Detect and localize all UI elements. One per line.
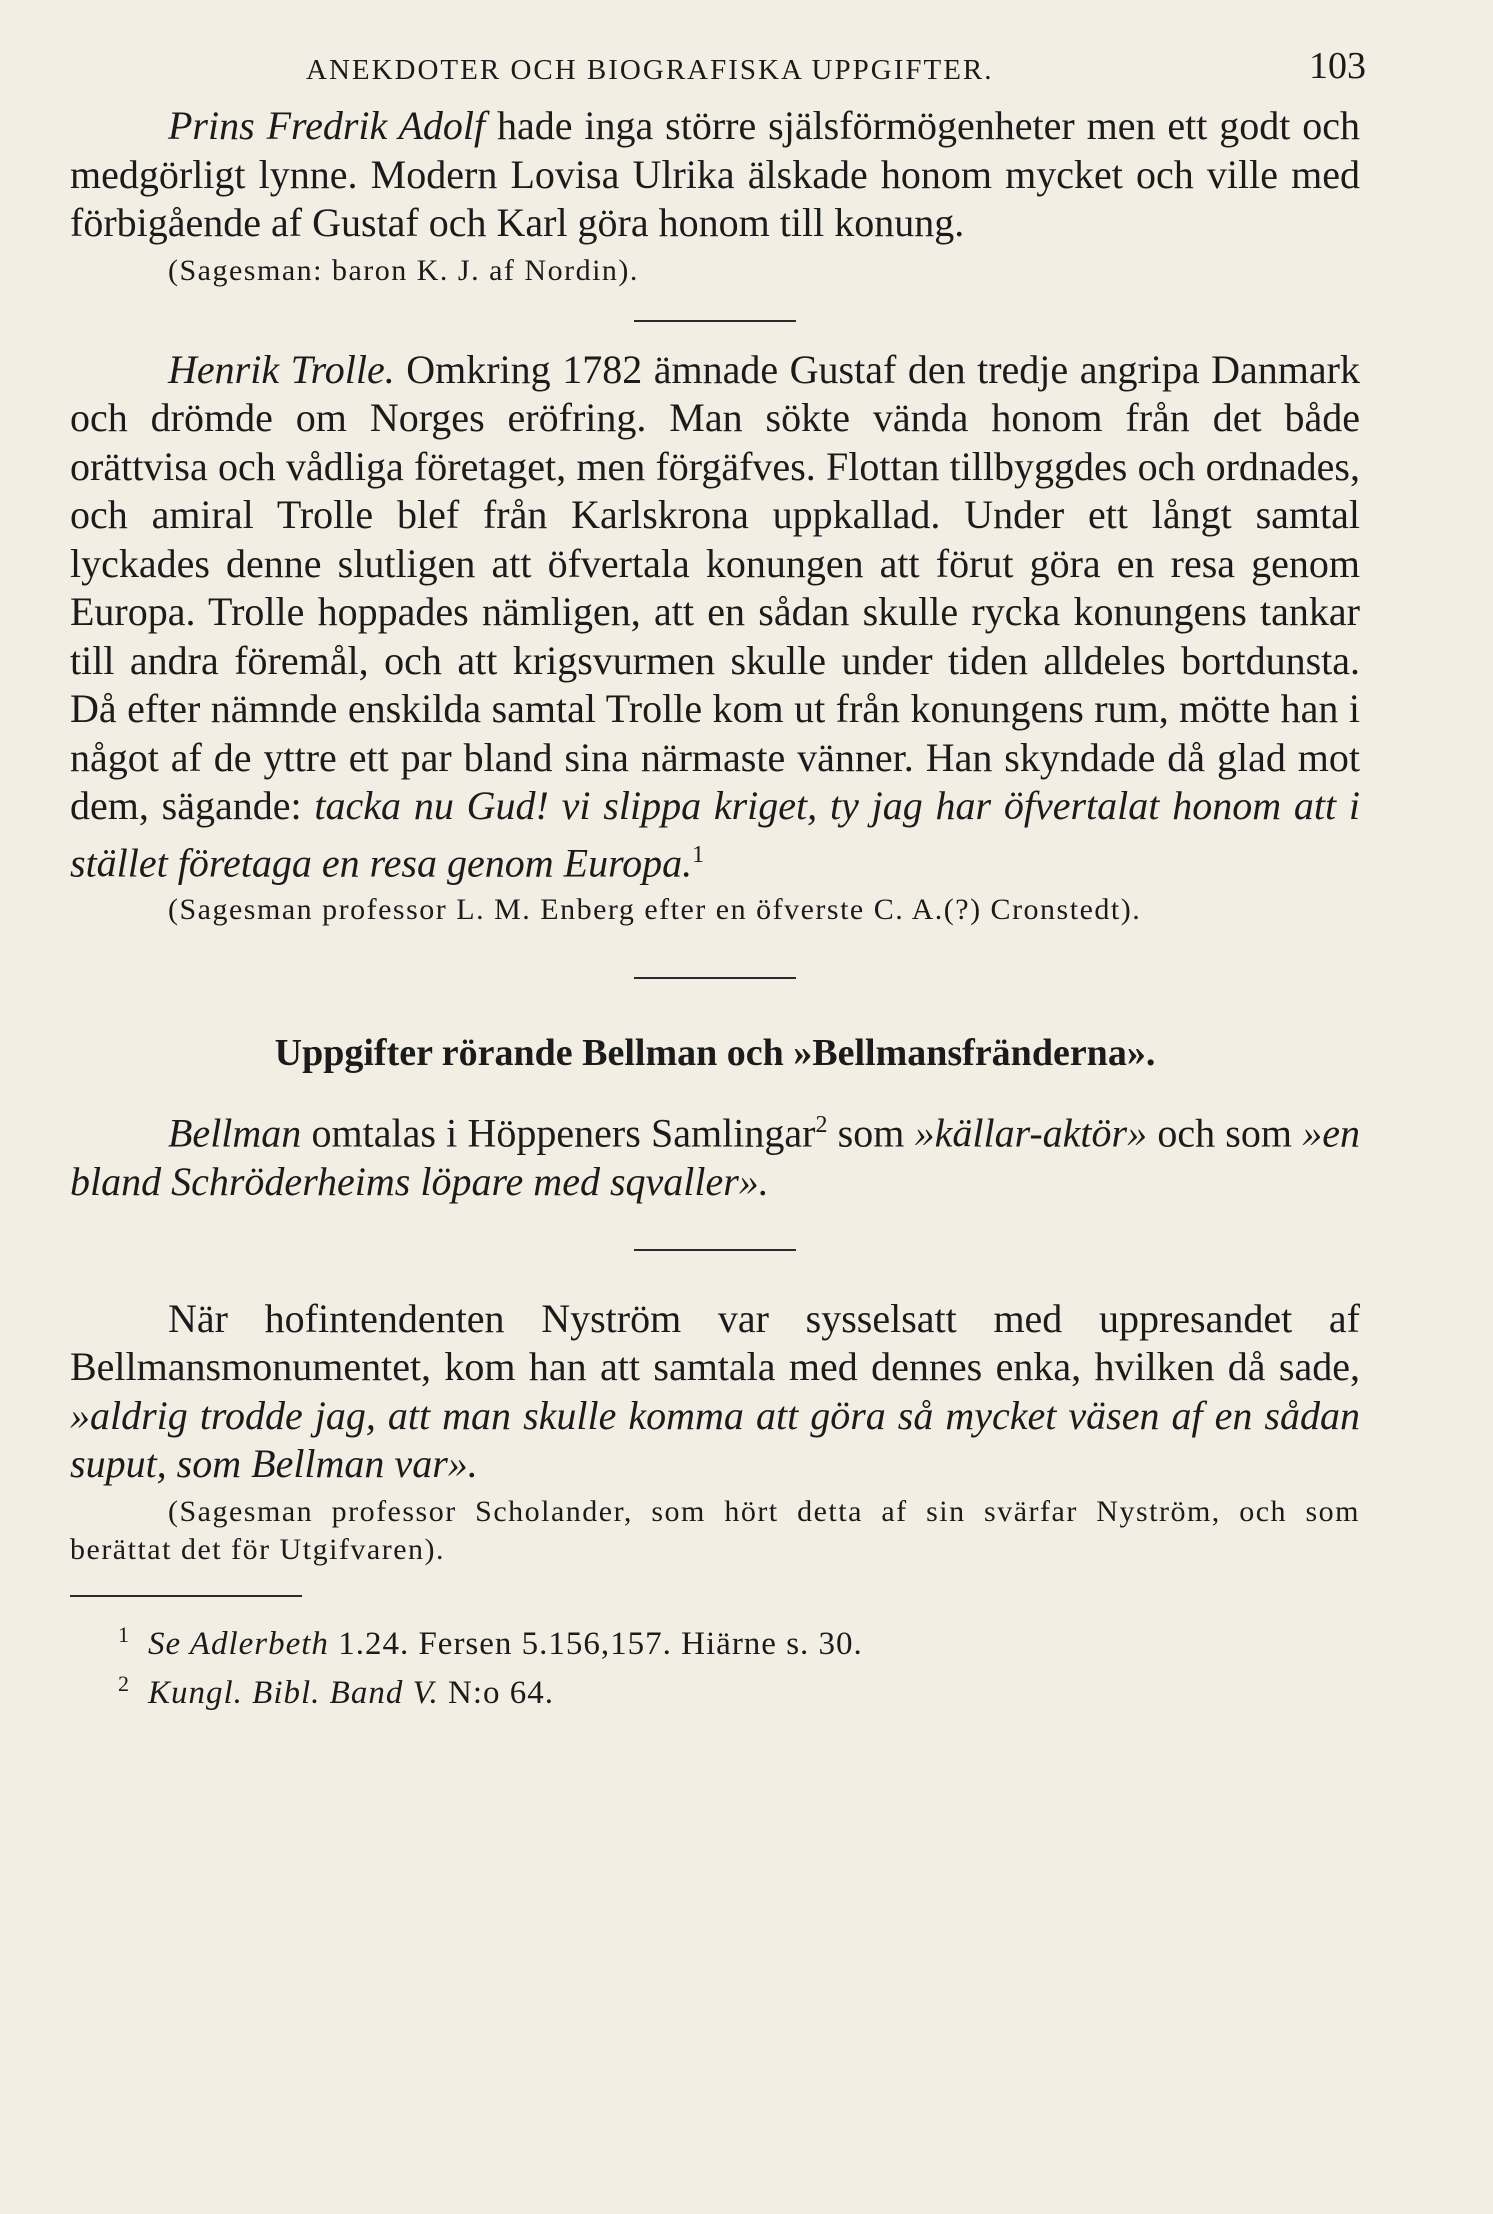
footnote xyxy=(70,1664,1360,1713)
anecdote-text: Omkring 1782 ämnade Gustaf den tredje angripa Danmark och drömde om Norges eröfring. Man sökte vända honom från det både orättvisa och vådliga företaget, men förgäfves. Flottan tillbyggdes och ordnades, och amiral Trolle blef från Karlskrona uppkallad. Under ett långt samtal lyckades denne slutligen att öfvertala konungen att förut göra en resa genom Europa. Trolle hoppades nämligen, att en sådan skulle rycka konungens tankar till andra föremål, och att krigsvurmen skulle under tiden alldeles bortdunsta. Då efter nämnde enskilda samtal Trolle kom ut från konungens rum, mötte han i något af de yttre ett par bland sina närmaste vänner. Han skyndade då glad mot dem, sägande: xyxy=(70,346,1360,828)
book-page xyxy=(70,40,1366,1713)
anecdote-quote: »källar-aktör» xyxy=(914,1110,1148,1156)
anecdote-quote: »aldrig trodde jag, att man skulle komma att göra så mycket väsen af en sådan suput, som Bellman var». xyxy=(70,1392,1360,1487)
section-heading: Uppgifter rörande Bellman och »Bellmansfränderna». xyxy=(274,1032,1156,1075)
anecdote-source: (Sagesman professor Scholander, som hört detta af sin svärfar Nyström, och som berättat det för Utgifvaren). xyxy=(70,1494,1360,1566)
anecdote-nystrom xyxy=(70,1295,1360,1489)
footnote-rule xyxy=(70,1595,302,1597)
footnote-ref-text: Kungl. Bibl. Band V. xyxy=(148,1674,439,1711)
footnote-text: N:o 64. xyxy=(438,1674,554,1711)
anecdote-name: Henrik Trolle. xyxy=(168,346,395,392)
anecdote-text: omtalas i Höppeners Samlingar xyxy=(301,1110,816,1156)
footnote-number: 1 xyxy=(118,1621,130,1647)
anecdote-text: hade inga större själsförmögenheter men ett godt och medgörligt lynne. Modern Lovisa Ulrika älskade honom mycket och ville med förbigående af Gustaf och Karl göra honom till konung. xyxy=(70,103,1360,245)
page-header xyxy=(70,40,1366,102)
footnote-ref: 1 xyxy=(692,841,705,868)
anecdote-henrik-trolle xyxy=(70,346,1360,888)
page-number: 103 xyxy=(1309,45,1366,87)
footnote-text: 1.24. Fersen 5.156,157. Hiärne s. 30. xyxy=(328,1625,863,1662)
anecdote-source: (Sagesman professor L. M. Enberg efter en öfverste C. A.(?) Cronstedt). xyxy=(168,893,1142,927)
separator-rule xyxy=(634,320,796,322)
anecdote-quote: »en bland Schröderheims löpare med sqvaller». xyxy=(70,1110,1360,1205)
separator-rule xyxy=(634,1249,796,1251)
anecdote-name: Prins Fredrik Adolf xyxy=(168,103,486,148)
anecdote-text: och som xyxy=(1147,1110,1303,1156)
anecdote-bellman xyxy=(70,1101,1360,1206)
footnote-ref-text: Se Adlerbeth xyxy=(148,1625,329,1662)
anecdote-text: som xyxy=(827,1110,915,1156)
anecdote-text: När hofintendenten Nyström var sysselsatt med uppresandet af Bellmansmonumentet, kom han att samtala med dennes enka, hvilken då sade, xyxy=(70,1295,1360,1390)
separator-rule xyxy=(634,977,796,979)
anecdote-quote: tacka nu Gud! vi slippa kriget, ty jag har öfvertalat honom att i stället företaga en resa genom Europa. xyxy=(70,783,1361,885)
running-title: ANEKDOTER OCH BIOGRAFISKA UPPGIFTER. xyxy=(306,54,994,86)
anecdote-fredrik-adolf xyxy=(70,102,1360,248)
footnote-number: 2 xyxy=(118,1670,130,1696)
anecdote-source: (Sagesman: baron K. J. af Nordin). xyxy=(168,253,639,287)
footnote-ref: 2 xyxy=(815,1112,828,1139)
anecdote-name: Bellman xyxy=(168,1110,302,1156)
footnote xyxy=(70,1615,1360,1664)
